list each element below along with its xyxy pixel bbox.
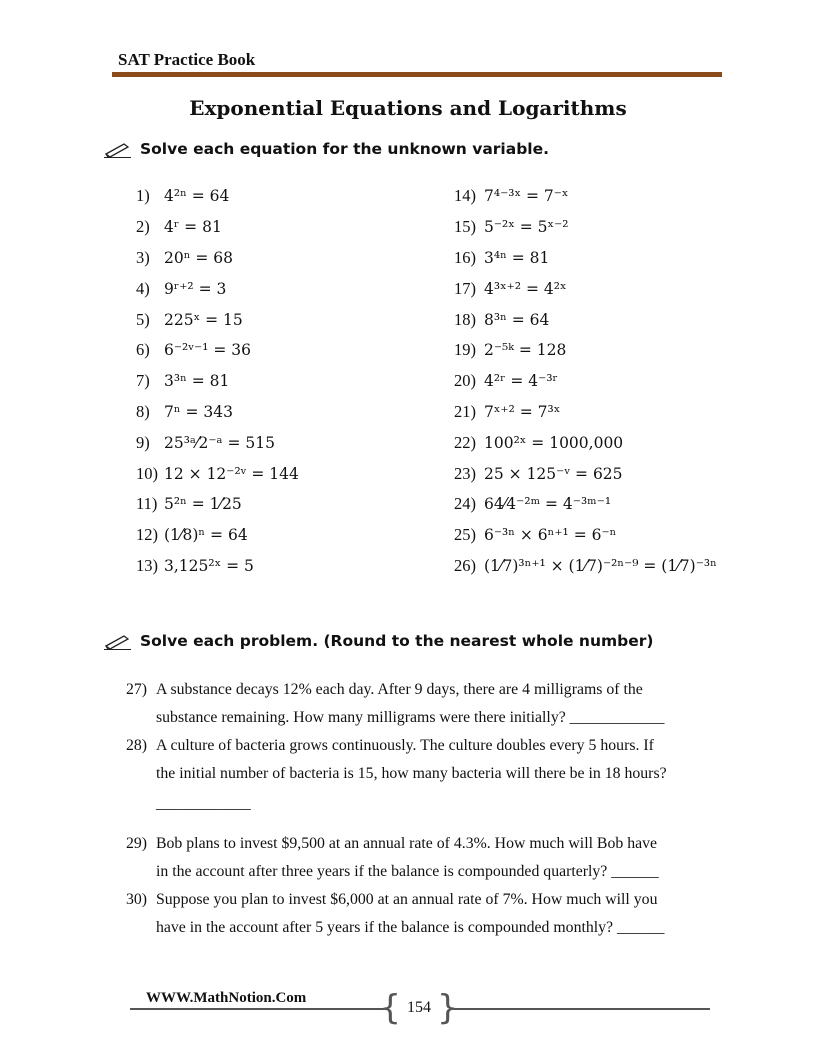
equation-row bbox=[454, 212, 717, 243]
problem-line: in the account after three years if the balance is compounded quarterly? ______ bbox=[156, 863, 659, 880]
equation-number: 17) bbox=[454, 278, 476, 298]
equation-number: 16) bbox=[454, 247, 476, 267]
left-brace-icon: { bbox=[379, 988, 401, 1028]
equation-number: 25) bbox=[454, 525, 476, 545]
instruction-1 bbox=[104, 140, 549, 158]
equation-row bbox=[454, 181, 717, 212]
equation: 7ˣ⁺² = 7³ˣ bbox=[484, 402, 561, 421]
instruction-1-text: Solve each equation for the unknown variable. bbox=[140, 140, 550, 158]
equation-number: 11) bbox=[136, 494, 158, 514]
equation: 25 × 125⁻ᵛ = 625 bbox=[484, 464, 623, 483]
equation-number: 6) bbox=[136, 340, 150, 360]
equation-number: 3) bbox=[136, 247, 150, 267]
equation-row bbox=[136, 304, 299, 335]
equation: 3,125²ˣ = 5 bbox=[164, 556, 254, 575]
problem-28 bbox=[126, 732, 726, 818]
problem-line: Bob plans to invest $9,500 at an annual rate of 4.3%. How much will Bob have bbox=[156, 835, 658, 852]
equation-row bbox=[136, 243, 299, 274]
equation-number: 8) bbox=[136, 401, 150, 421]
problem-number: 29) bbox=[126, 835, 148, 852]
instruction-2 bbox=[104, 632, 653, 650]
equation: 5²ⁿ = 1⁄25 bbox=[164, 495, 242, 514]
equation: 3⁴ⁿ = 81 bbox=[484, 248, 550, 267]
equation-number: 14) bbox=[454, 186, 476, 206]
equation: 7⁴⁻³ˣ = 7⁻ˣ bbox=[484, 187, 569, 206]
equation-number: 19) bbox=[454, 340, 476, 360]
page-number: 154 bbox=[407, 999, 431, 1016]
pencil-icon bbox=[104, 632, 132, 650]
equation-number: 10) bbox=[136, 463, 158, 483]
equation: 9ʳ⁺² = 3 bbox=[164, 279, 227, 298]
equation-number: 20) bbox=[454, 371, 476, 391]
equation-row bbox=[136, 489, 299, 520]
equation-row bbox=[454, 551, 717, 582]
equations-right-column bbox=[454, 181, 717, 581]
equation-number: 9) bbox=[136, 432, 150, 452]
page-number-box bbox=[379, 988, 459, 1028]
equation: (1⁄7)³ⁿ⁺¹ × (1⁄7)⁻²ⁿ⁻⁹ = (1⁄7)⁻³ⁿ bbox=[484, 556, 717, 575]
instruction-2-text: Solve each problem. (Round to the nearest whole number) bbox=[140, 632, 654, 650]
header-title: SAT Practice Book bbox=[118, 50, 256, 69]
problem-number: 28) bbox=[126, 737, 148, 754]
equation-row bbox=[136, 181, 299, 212]
equation-row bbox=[136, 551, 299, 582]
equation: 2⁻⁵ᵏ = 128 bbox=[484, 341, 567, 360]
right-brace-icon: } bbox=[437, 988, 459, 1028]
problem-line: have in the account after 5 years if the balance is compounded monthly? ______ bbox=[156, 919, 665, 936]
equation-number: 26) bbox=[454, 555, 476, 575]
problem-line: ____________ bbox=[156, 795, 251, 812]
equation-row bbox=[136, 427, 299, 458]
equation-number: 5) bbox=[136, 309, 150, 329]
equation-row bbox=[136, 458, 299, 489]
equation-number: 18) bbox=[454, 309, 476, 329]
equation: 4³ˣ⁺² = 4²ˣ bbox=[484, 279, 567, 298]
equation-row bbox=[454, 366, 717, 397]
equation-row bbox=[454, 427, 717, 458]
problem-line: Suppose you plan to invest $6,000 at an annual rate of 7%. How much will you bbox=[156, 891, 658, 908]
equation-row bbox=[454, 273, 717, 304]
equation-row bbox=[454, 397, 717, 428]
footer-site: WWW.MathNotion.Com bbox=[146, 990, 307, 1006]
equation: 225ˣ = 15 bbox=[164, 310, 243, 329]
equation: (1⁄8)ⁿ = 64 bbox=[164, 526, 248, 545]
equation-number: 4) bbox=[136, 278, 150, 298]
equation: 25³ᵃ⁄2⁻ᵃ = 515 bbox=[164, 433, 275, 452]
problem-30 bbox=[126, 886, 726, 942]
equation: 5⁻²ˣ = 5ˣ⁻² bbox=[484, 218, 569, 237]
equation: 20ⁿ = 68 bbox=[164, 248, 233, 267]
equation-row bbox=[136, 397, 299, 428]
equation-number: 2) bbox=[136, 217, 150, 237]
equations-left-column bbox=[136, 181, 299, 581]
equation-number: 13) bbox=[136, 555, 158, 575]
equation-row bbox=[136, 212, 299, 243]
problem-number: 30) bbox=[126, 891, 148, 908]
equation-row bbox=[136, 366, 299, 397]
problem-line: A culture of bacteria grows continuously. The culture doubles every 5 hours. If bbox=[156, 737, 654, 754]
equation-row bbox=[136, 335, 299, 366]
problem-line: the initial number of bacteria is 15, how many bacteria will there be in 18 hours? bbox=[156, 765, 667, 782]
equation-row bbox=[136, 520, 299, 551]
equation-number: 24) bbox=[454, 494, 476, 514]
pencil-icon bbox=[104, 140, 132, 158]
equation: 4²ⁿ = 64 bbox=[164, 187, 230, 206]
equation: 4ʳ = 81 bbox=[164, 218, 222, 237]
equation: 7ⁿ = 343 bbox=[164, 402, 233, 421]
equation: 4²ʳ = 4⁻³ʳ bbox=[484, 372, 558, 391]
equation-number: 15) bbox=[454, 217, 476, 237]
equation: 100²ˣ = 1000,000 bbox=[484, 433, 624, 452]
equation-row bbox=[454, 335, 717, 366]
problem-line: substance remaining. How many milligrams were there initially? ____________ bbox=[156, 709, 665, 726]
equation-row bbox=[454, 304, 717, 335]
equation: 3³ⁿ = 81 bbox=[164, 372, 230, 391]
equation: 12 × 12⁻²ᵛ = 144 bbox=[164, 464, 299, 483]
equation: 6⁻²ᵛ⁻¹ = 36 bbox=[164, 341, 251, 360]
problem-line: A substance decays 12% each day. After 9 days, there are 4 milligrams of the bbox=[156, 681, 643, 698]
equation-number: 23) bbox=[454, 463, 476, 483]
equation-number: 22) bbox=[454, 432, 476, 452]
equation-row bbox=[454, 489, 717, 520]
problem-number: 27) bbox=[126, 681, 148, 698]
equation-row bbox=[454, 243, 717, 274]
equation-number: 21) bbox=[454, 401, 476, 421]
footer-rule-right bbox=[454, 1008, 710, 1010]
equation: 6⁻³ⁿ × 6ⁿ⁺¹ = 6⁻ⁿ bbox=[484, 526, 617, 545]
equation-row bbox=[454, 520, 717, 551]
word-problems bbox=[126, 676, 726, 942]
equation: 8³ⁿ = 64 bbox=[484, 310, 550, 329]
problem-27 bbox=[126, 676, 726, 732]
footer-rule-left bbox=[130, 1008, 384, 1010]
problem-29 bbox=[126, 830, 726, 886]
page-title: Exponential Equations and Logarithms bbox=[189, 96, 627, 120]
equation-number: 12) bbox=[136, 525, 158, 545]
equation-number: 7) bbox=[136, 371, 150, 391]
header-rule bbox=[112, 72, 722, 77]
equation-number: 1) bbox=[136, 186, 150, 206]
equation-row bbox=[454, 458, 717, 489]
equation-row bbox=[136, 273, 299, 304]
equation: 64⁄4⁻²ᵐ = 4⁻³ᵐ⁻¹ bbox=[484, 495, 612, 514]
